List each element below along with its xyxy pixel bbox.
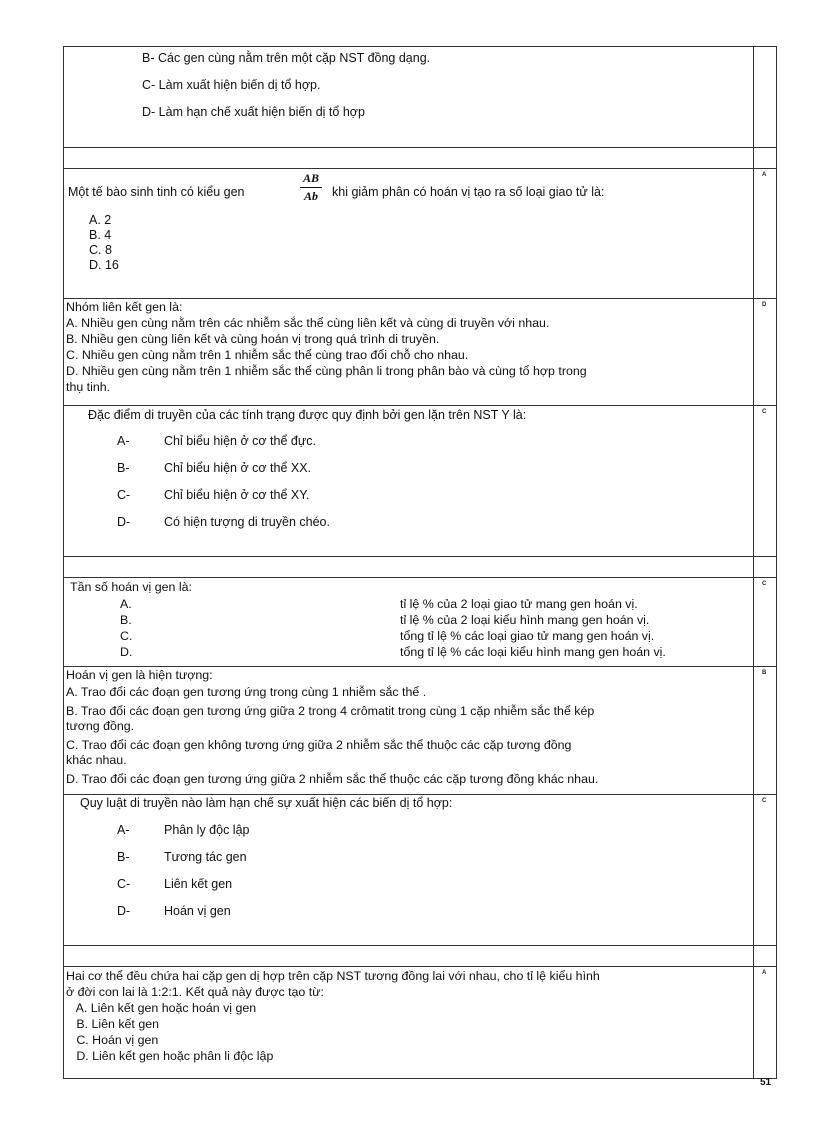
continuation-line: C- Làm xuất hiện biến dị tổ hợp.: [142, 78, 321, 92]
continuation-cell: [64, 47, 754, 147]
genotype-fraction: [300, 171, 322, 204]
option-item-continued: khác nhau.: [66, 753, 127, 767]
answer-key: C: [762, 581, 767, 587]
option-item: C. Trao đổi các đoạn gen không tương ứng giữa 2 nhiễm sắc thể thuộc các cặp tương đồng: [66, 738, 572, 752]
fraction-bar: [300, 187, 322, 188]
continuation-row: [63, 46, 777, 147]
option-text: tổng tỉ lệ % các loại giao tử mang gen hoán vị.: [400, 629, 655, 643]
option-text: Liên kết gen: [164, 877, 233, 891]
question-row-6: [63, 794, 777, 945]
option-item: A. Nhiều gen cùng nằm trên các nhiễm sắc thể cùng liên kết và cùng di truyền với nhau.: [66, 316, 550, 330]
answer-key: B: [762, 670, 767, 676]
question-row-2: [63, 298, 777, 405]
answer-key: C: [762, 798, 767, 804]
question-cell: [64, 299, 754, 405]
continuation-line: D- Làm hạn chế xuất hiện biến dị tổ hợp: [142, 105, 365, 119]
option-item: A. Liên kết gen hoặc hoán vị gen: [66, 1001, 257, 1015]
question-cell: [64, 795, 754, 945]
answer-key: A: [762, 172, 767, 178]
option-item: D. Nhiều gen cùng nằm trên 1 nhiễm sắc thể cùng phân li trong phân bào và cùng tổ hợp trong: [66, 364, 587, 378]
option-item: C. Nhiều gen cùng nằm trên 1 nhiễm sắc thể cùng trao đổi chỗ cho nhau.: [66, 348, 469, 362]
question-stem: Hai cơ thể đều chứa hai cặp gen dị hợp trên cặp NST tương đồng lai với nhau, cho tỉ lệ kiểu hình: [66, 969, 600, 983]
fraction-denominator: Ab: [303, 189, 318, 204]
option-text: Chỉ biểu hiện ở cơ thể đực.: [164, 434, 316, 448]
question-stem: Nhóm liên kết gen là:: [66, 300, 183, 314]
option-item: B. 4: [89, 228, 112, 242]
option-letter: D.: [120, 645, 133, 659]
option-letter: C-: [117, 877, 131, 891]
option-item: D. 16: [89, 258, 119, 272]
option-letter: D-: [117, 515, 131, 529]
option-item: C. 8: [89, 243, 112, 257]
spacer-row: [63, 945, 777, 966]
question-stem-continued: ở đời con lai là 1:2:1. Kết quả này được tạo từ:: [66, 985, 324, 999]
spacer-row: [63, 556, 777, 577]
option-item: B. Trao đổi các đoạn gen tương ứng giữa 2 trong 4 crômatit trong cùng 1 cặp nhiễm sắc thể kép: [66, 704, 595, 718]
option-item: D. Liên kết gen hoặc phân li độc lập: [66, 1049, 274, 1063]
option-letter: C.: [120, 629, 133, 643]
option-item-continued: thụ tinh.: [66, 380, 111, 394]
spacer-cell: [64, 557, 754, 577]
question-table: [63, 46, 777, 1079]
option-item-continued: tương đồng.: [66, 719, 135, 733]
option-text: Chỉ biểu hiện ở cơ thể XY.: [164, 488, 310, 502]
question-stem: Đặc điểm di truyền của các tính trạng được quy định bởi gen lặn trên NST Y là:: [88, 408, 527, 422]
question-stem: Một tế bào sinh tinh có kiểu gen: [68, 185, 245, 199]
question-row-7: [63, 966, 777, 1079]
question-stem-end: khi giảm phân có hoán vị tạo ra số loại giao tử là:: [332, 185, 605, 199]
fraction-numerator: AB: [302, 171, 319, 185]
page-number: 51: [760, 1077, 772, 1088]
answer-key: C: [762, 409, 767, 415]
option-text: Phân ly độc lập: [164, 823, 250, 837]
option-letter: A-: [117, 823, 130, 837]
answer-key: A: [762, 970, 767, 976]
option-item: A. 2: [89, 213, 112, 227]
question-cell: [64, 406, 754, 556]
question-cell: [64, 667, 754, 794]
option-letter: A.: [120, 597, 132, 611]
option-text: Hoán vị gen: [164, 904, 231, 918]
spacer-row: [63, 147, 777, 168]
option-letter: B-: [117, 850, 130, 864]
option-item: D. Trao đổi các đoạn gen tương ứng giữa 2 nhiễm sắc thể thuộc các cặp tương đồng khác nhau.: [66, 772, 599, 786]
continuation-line: B- Các gen cùng nằm trên một cặp NST đồng dạng.: [142, 51, 431, 65]
answer-key: D: [762, 302, 767, 308]
spacer-cell: [64, 148, 754, 168]
option-item: B. Nhiều gen cùng liên kết và cùng hoán vị trong quá trình di truyền.: [66, 332, 440, 346]
option-text: Chỉ biểu hiện ở cơ thể XX.: [164, 461, 312, 475]
question-cell: [64, 169, 754, 298]
option-letter: D-: [117, 904, 131, 918]
option-text: tỉ lệ % của 2 loại kiểu hình mang gen hoán vị.: [400, 613, 650, 627]
option-letter: A-: [117, 434, 130, 448]
question-stem: Quy luật di truyền nào làm hạn chế sự xuất hiện các biến dị tổ hợp:: [80, 796, 453, 810]
option-item: A. Trao đổi các đoạn gen tương ứng trong cùng 1 nhiễm sắc thể .: [66, 685, 427, 699]
question-row-3: [63, 405, 777, 556]
option-item: C. Hoán vị gen: [66, 1033, 159, 1047]
option-letter: C-: [117, 488, 131, 502]
question-stem: Hoán vị gen là hiện tượng:: [66, 668, 213, 682]
question-stem: Tần số hoán vị gen là:: [70, 580, 192, 594]
question-row-5: [63, 666, 777, 794]
spacer-cell: [64, 946, 754, 966]
option-text: tỉ lệ % của 2 loại giao tử mang gen hoán vị.: [400, 597, 638, 611]
question-row-4: [63, 577, 777, 666]
question-cell: [64, 967, 754, 1078]
option-letter: B.: [120, 613, 132, 627]
option-text: tổng tỉ lệ % các loại kiểu hình mang gen hoán vị.: [400, 645, 666, 659]
option-item: B. Liên kết gen: [66, 1017, 159, 1031]
question-cell: [64, 578, 754, 666]
option-text: Có hiện tượng di truyền chéo.: [164, 515, 330, 529]
option-text: Tương tác gen: [164, 850, 247, 864]
question-row-1: [63, 168, 777, 298]
option-letter: B-: [117, 461, 130, 475]
